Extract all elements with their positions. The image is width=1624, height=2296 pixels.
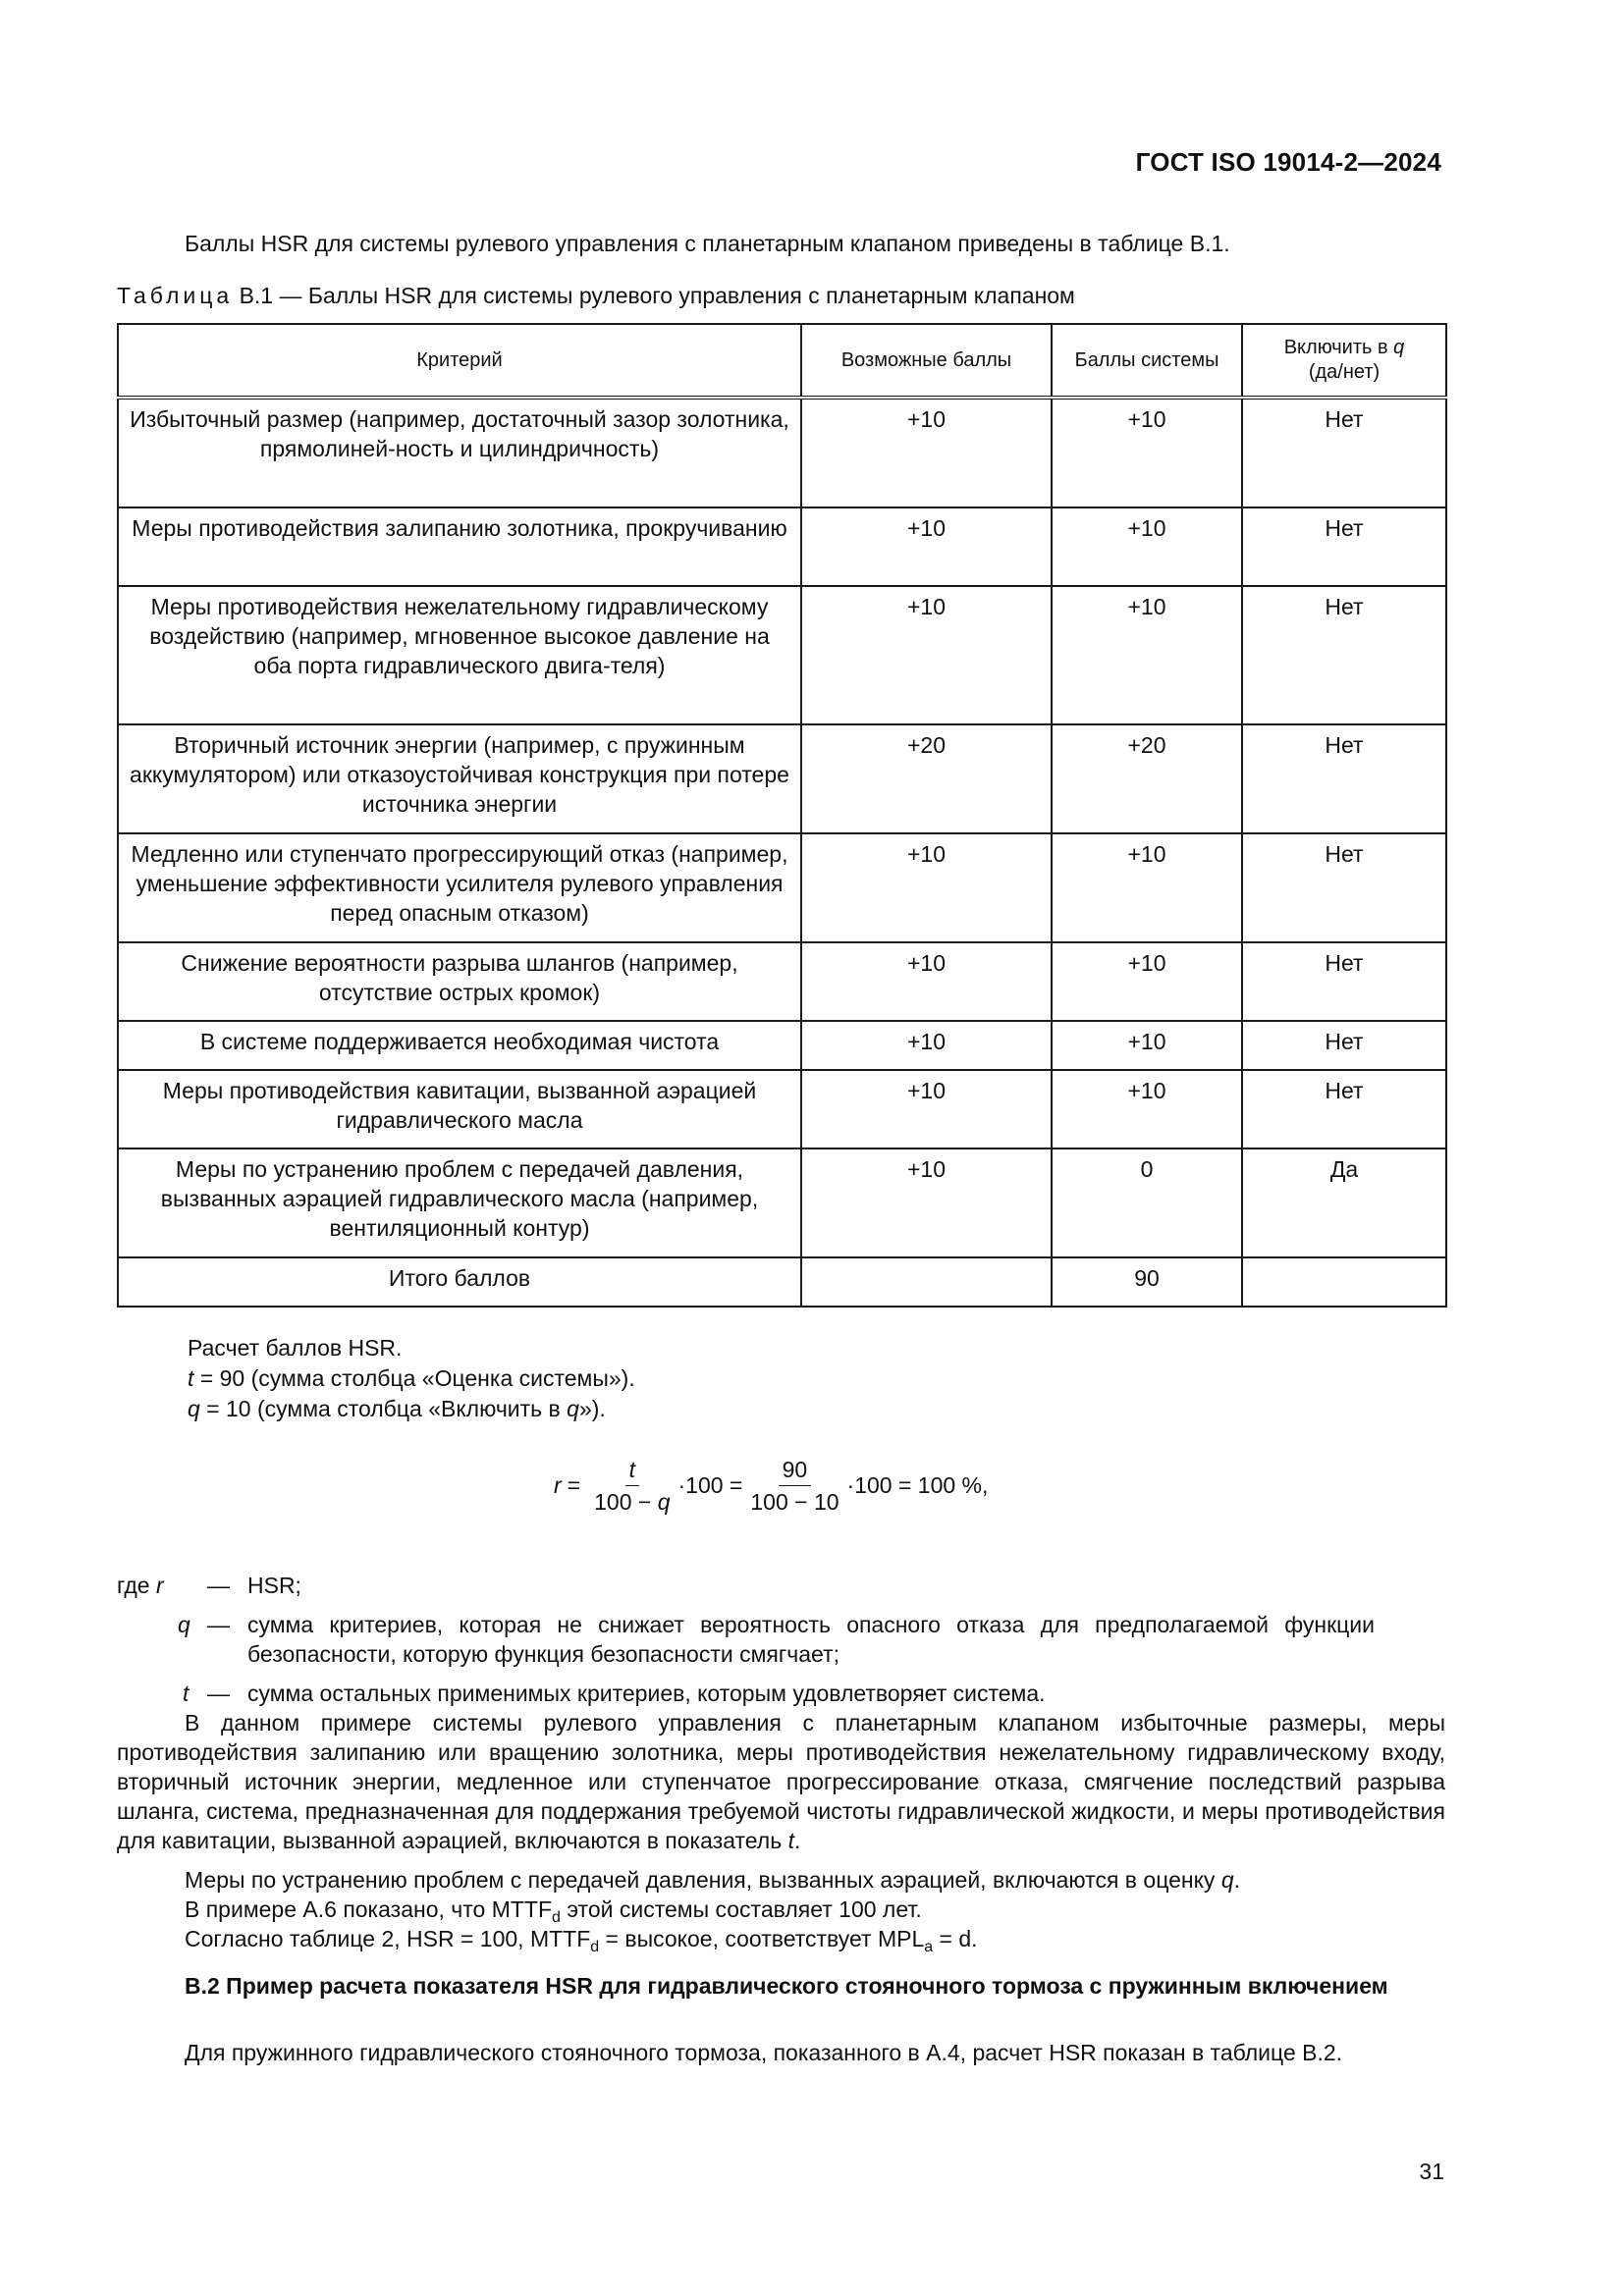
body-p4-a: Согласно таблице 2, HSR = 100, MTTF — [185, 1926, 591, 1951]
header-possible: Возможные баллы — [801, 324, 1052, 398]
table-caption — [117, 281, 1075, 310]
hsr-table — [117, 323, 1447, 1308]
cell-system: +20 — [1052, 724, 1242, 833]
cell-possible: +10 — [801, 1021, 1052, 1070]
formula-lhs: r — [554, 1471, 562, 1498]
cell-include: Нет — [1242, 942, 1446, 1021]
cell-possible: +10 — [801, 833, 1052, 942]
where-q-var: q — [178, 1612, 190, 1637]
total-label: Итого баллов — [118, 1257, 801, 1307]
total-include — [1242, 1257, 1446, 1307]
body-p3-b: этой системы составляет 100 лет. — [560, 1896, 922, 1922]
formula-f2-den: 100 − 10 — [750, 1488, 839, 1515]
header-include-var: q — [1393, 337, 1405, 358]
caption-prefix: Таблица — [117, 283, 234, 308]
calc-q-text-a: = 10 (сумма столбца «Включить в — [199, 1396, 568, 1421]
cell-include: Нет — [1242, 1070, 1446, 1148]
body-paragraph-2 — [117, 1865, 1445, 1895]
calc-t-var: t — [188, 1365, 194, 1391]
cell-include: Да — [1242, 1148, 1446, 1257]
where-r-text: HSR; — [247, 1573, 301, 1598]
cell-include: Нет — [1242, 398, 1446, 507]
where-r-dash: — — [207, 1573, 230, 1598]
body-p2-end: . — [1233, 1867, 1240, 1893]
table-row — [118, 1148, 1446, 1257]
formula-mul2: ·100 = 100 %, — [846, 1471, 989, 1498]
table-row — [118, 398, 1446, 507]
header-system: Баллы системы — [1052, 324, 1242, 398]
formula-f1-den-a: 100 − — [594, 1488, 658, 1515]
formula-fraction-1 — [590, 1456, 674, 1516]
formula-fraction-2 — [746, 1456, 842, 1516]
cell-possible: +10 — [801, 1070, 1052, 1148]
calculation-block — [188, 1333, 635, 1424]
cell-criterion: Меры противодействия кавитации, вызванной аэрацией гидравлического масла — [118, 1070, 801, 1148]
where-lead: где — [117, 1573, 156, 1598]
where-t-row — [183, 1679, 1046, 1708]
header-criterion: Критерий — [118, 324, 801, 398]
cell-include: Нет — [1242, 1021, 1446, 1070]
cell-system: +10 — [1052, 942, 1242, 1021]
intro-paragraph: Баллы HSR для системы рулевого управления с планетарным клапаном приведены в таблице В.1. — [185, 231, 1230, 256]
cell-include: Нет — [1242, 586, 1446, 724]
table-row — [118, 833, 1446, 942]
cell-possible: +10 — [801, 1148, 1052, 1257]
page-number: 31 — [1419, 2159, 1444, 2184]
cell-criterion: Меры по устранению проблем с передачей давления, вызванных аэрацией гидравлического масла (например, вентиляционный контур) — [118, 1148, 801, 1257]
body-p4-sub: d — [590, 1939, 600, 1955]
cell-criterion: Снижение вероятности разрыва шлангов (например, отсутствие острых кромок) — [118, 942, 801, 1021]
cell-possible: +10 — [801, 507, 1052, 586]
caption-text: В.1 — Баллы HSR для системы рулевого управления с планетарным клапаном — [239, 283, 1075, 308]
calc-title: Расчет баллов HSR. — [188, 1335, 403, 1361]
total-system: 90 — [1052, 1257, 1242, 1307]
cell-system: +10 — [1052, 507, 1242, 586]
table-row — [118, 942, 1446, 1021]
cell-criterion: В системе поддерживается необходимая чистота — [118, 1021, 801, 1070]
body-paragraph-1 — [117, 1708, 1445, 1855]
total-possible — [801, 1257, 1052, 1307]
body-p1-end: . — [793, 1828, 801, 1853]
section-title: В.2 Пример расчета показателя HSR для гидравлического стояночного тормоза с пружинным включением — [185, 1973, 1388, 1999]
cell-system: 0 — [1052, 1148, 1242, 1257]
where-t-dash: — — [207, 1681, 230, 1706]
where-r-var: r — [155, 1573, 164, 1598]
cell-criterion: Медленно или ступенчато прогрессирующий отказ (например, уменьшение эффективности усилителя рулевого управления перед опасным отказом) — [118, 833, 801, 942]
formula-f1-num: t — [625, 1456, 639, 1486]
cell-include: Нет — [1242, 833, 1446, 942]
cell-possible: +10 — [801, 586, 1052, 724]
cell-system: +10 — [1052, 586, 1242, 724]
body-p4-b: = высокое, соответствует MPL — [599, 1926, 925, 1951]
header-include-sub: (да/нет) — [1308, 361, 1380, 383]
formula-f2-num: 90 — [779, 1456, 812, 1486]
cell-system: +10 — [1052, 398, 1242, 507]
cell-criterion: Избыточный размер (например, достаточный зазор золотника, прямолиней-ность и цилиндричность) — [118, 398, 801, 507]
body-p2-var: q — [1220, 1867, 1234, 1893]
body-p1-var: t — [787, 1828, 794, 1853]
table-row — [118, 1021, 1446, 1070]
calc-t-line — [188, 1363, 635, 1394]
cell-include: Нет — [1242, 724, 1446, 833]
header-include — [1242, 324, 1446, 398]
cell-criterion: Вторичный источник энергии (например, с пружинным аккумулятором) или отказоустойчивая конструкция при потере источника энергии — [118, 724, 801, 833]
body-p2-text: Меры по устранению проблем с передачей давления, вызванных аэрацией, включаются в оценку — [185, 1867, 1221, 1893]
table-row — [118, 586, 1446, 724]
body-p3-sub: d — [552, 1909, 561, 1926]
cell-system: +10 — [1052, 1021, 1242, 1070]
cell-include: Нет — [1242, 507, 1446, 586]
hsr-formula — [554, 1451, 988, 1520]
where-r-row — [117, 1571, 301, 1600]
where-q-text: сумма критериев, которая не снижает вероятность опасного отказа для предполагаемой функции безопасности, которую функция безопасности смягчает; — [247, 1612, 1375, 1667]
where-q-row — [178, 1610, 1445, 1667]
table-row — [118, 1070, 1446, 1148]
cell-system: +10 — [1052, 833, 1242, 942]
formula-f1-den — [590, 1486, 674, 1516]
body-p4-sub2: a — [924, 1939, 934, 1955]
section-text: Для пружинного гидравлического стояночного тормоза, показанного в А.4, расчет HSR показан в таблице В.2. — [185, 2040, 1343, 2065]
calc-q-text-b: »). — [578, 1396, 606, 1421]
body-paragraph-4 — [117, 1924, 1445, 1953]
cell-possible: +20 — [801, 724, 1052, 833]
cell-criterion: Меры противодействия залипанию золотника, прокручиванию — [118, 507, 801, 586]
body-paragraph-3 — [117, 1895, 1445, 1924]
cell-possible: +10 — [801, 942, 1052, 1021]
table-row — [118, 507, 1446, 586]
body-p4-c: = d. — [933, 1926, 978, 1951]
body-p1-text: В данном примере системы рулевого управления с планетарным клапаном избыточные размеры, меры противодействия залипанию или вращению золотника, меры противодействия нежелательному гидравлическому входу, вторичный источник энергии, медленное или ступенчатое прогрессирование отказа, смягчение последствий разрыва шланга, система, предназначенная для поддержания требуемой чистоты гидравлической жидкости, и меры противодействия для кавитации, вызванной аэрацией, включаются в показатель — [117, 1710, 1445, 1853]
cell-system: +10 — [1052, 1070, 1242, 1148]
calc-q-var: q — [188, 1396, 200, 1421]
body-p3-a: В примере А.6 показано, что MTTF — [185, 1896, 553, 1922]
where-q-dash: — — [207, 1612, 230, 1637]
cell-criterion: Меры противодействия нежелательному гидравлическому воздействию (например, мгновенное высокое давление на оба порта гидравлического двига-теля) — [118, 586, 801, 724]
calc-q-line — [188, 1394, 635, 1424]
cell-possible: +10 — [801, 398, 1052, 507]
calc-q-text-var: q — [567, 1396, 579, 1421]
formula-eq1: = — [567, 1471, 581, 1498]
table-row — [118, 724, 1446, 833]
table-total-row — [118, 1257, 1446, 1307]
where-t-var: t — [183, 1681, 189, 1706]
formula-f1-den-var: q — [657, 1488, 671, 1515]
header-include-main: Включить в — [1283, 337, 1394, 358]
formula-mul1: ·100 = — [677, 1471, 743, 1498]
where-t-text: сумма остальных применимых критериев, которым удовлетворяет система. — [247, 1681, 1046, 1706]
document-header: ГОСТ ISO 19014-2—2024 — [1135, 147, 1441, 177]
calc-t-text: = 90 (сумма столбца «Оценка системы»). — [193, 1365, 635, 1391]
table-header-row — [118, 324, 1446, 398]
